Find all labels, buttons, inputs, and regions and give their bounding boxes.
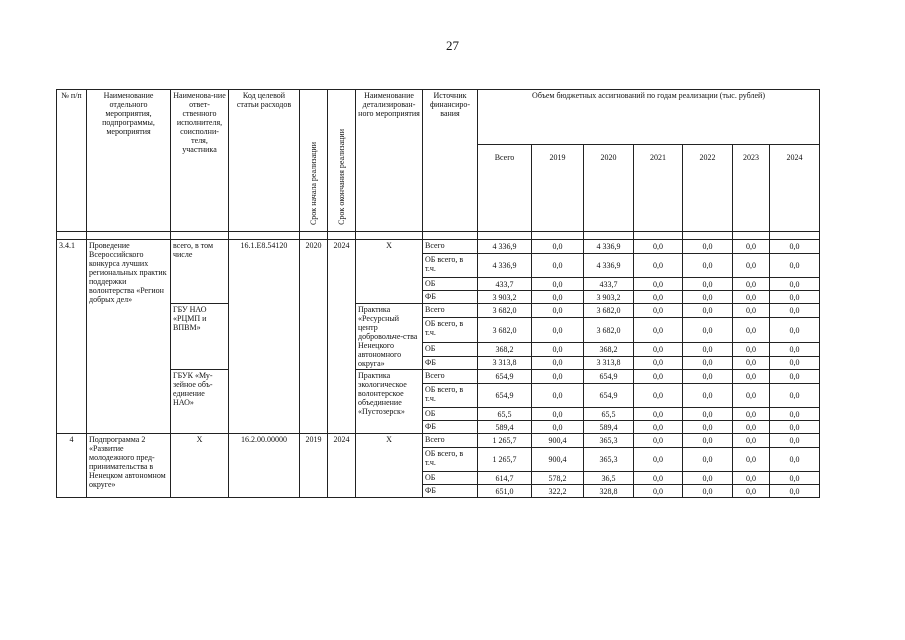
source-cell: ОБ (423, 278, 478, 291)
value-cell: 3 313,8 (478, 356, 532, 369)
executor-name: Х (171, 434, 229, 498)
table-row (57, 240, 820, 254)
value-cell: 0,0 (683, 448, 733, 472)
col-header-year: Всего (478, 145, 532, 232)
value-cell: 589,4 (478, 421, 532, 434)
table-row (57, 434, 820, 448)
value-cell: 654,9 (584, 370, 634, 384)
value-cell: 0,0 (634, 291, 683, 304)
value-cell: 651,0 (478, 485, 532, 498)
col-header-detail: Наименование детализирован-ного мероприятия (356, 90, 423, 232)
table-row (57, 304, 820, 318)
source-cell: ОБ всего, в т.ч. (423, 254, 478, 278)
value-cell: 433,7 (478, 278, 532, 291)
col-header-executor: Наименова-ние ответ-ственного исполнителя, соисполни-теля, участника (171, 90, 229, 232)
value-cell: 4 336,9 (478, 254, 532, 278)
col-header-budget: Объем бюджетных ассигнований по годам реализации (тыс. рублей) (478, 90, 820, 145)
value-cell: 3 682,0 (584, 318, 634, 343)
value-cell: 433,7 (584, 278, 634, 291)
value-cell: 0,0 (733, 485, 770, 498)
value-cell: 0,0 (634, 278, 683, 291)
detail-name: Х (356, 240, 423, 304)
page-number: 27 (446, 38, 459, 53)
source-cell: ФБ (423, 421, 478, 434)
value-cell: 0,0 (770, 384, 820, 408)
budget-code: 16.2.00.00000 (229, 434, 300, 498)
value-cell: 0,0 (770, 370, 820, 384)
value-cell: 0,0 (532, 304, 584, 318)
spacer-row (57, 232, 820, 240)
value-cell: 0,0 (683, 304, 733, 318)
value-cell: 900,4 (532, 434, 584, 448)
value-cell: 0,0 (683, 343, 733, 356)
col-header-year: 2021 (634, 145, 683, 232)
value-cell: 654,9 (584, 384, 634, 408)
value-cell: 368,2 (478, 343, 532, 356)
row-number: 4 (57, 434, 87, 498)
col-header-end-text: Срок окончания реализации (337, 129, 346, 225)
source-cell: Всего (423, 304, 478, 318)
executor-name: ГБУ НАО «РЦМП и ВПВМ» (171, 304, 229, 370)
value-cell: 0,0 (683, 434, 733, 448)
value-cell: 0,0 (634, 370, 683, 384)
value-cell: 0,0 (770, 291, 820, 304)
detail-name: Практика экологическое волонтерское объединение «Пустозерск» (356, 370, 423, 434)
col-header-year: 2022 (683, 145, 733, 232)
value-cell: 0,0 (733, 278, 770, 291)
value-cell: 0,0 (634, 434, 683, 448)
value-cell: 0,0 (770, 343, 820, 356)
detail-name: Практика «Ресурсный центр добровольче-ства Ненецкого автономного округа» (356, 304, 423, 370)
value-cell: 900,4 (532, 448, 584, 472)
col-header-code: Код целевой статьи расходов (229, 90, 300, 232)
value-cell: 0,0 (733, 408, 770, 421)
value-cell: 0,0 (733, 240, 770, 254)
col-header-source: Источник финансиро-вания (423, 90, 478, 232)
value-cell: 0,0 (733, 370, 770, 384)
value-cell: 0,0 (733, 384, 770, 408)
start-year: 2020 (300, 240, 328, 434)
value-cell: 0,0 (770, 278, 820, 291)
value-cell: 0,0 (770, 485, 820, 498)
detail-name: Х (356, 434, 423, 498)
source-cell: Всего (423, 434, 478, 448)
source-cell: ФБ (423, 485, 478, 498)
col-header-year: 2024 (770, 145, 820, 232)
value-cell: 0,0 (733, 291, 770, 304)
source-cell: ОБ всего, в т.ч. (423, 318, 478, 343)
table-body (57, 90, 820, 498)
source-cell: ОБ (423, 408, 478, 421)
value-cell: 0,0 (770, 254, 820, 278)
table-row (57, 370, 820, 384)
value-cell: 3 682,0 (584, 304, 634, 318)
source-cell: ОБ (423, 472, 478, 485)
executor-name: всего, в том числе (171, 240, 229, 304)
value-cell: 1 265,7 (478, 434, 532, 448)
col-header-start-text: Срок начала реализации (309, 141, 318, 225)
value-cell: 0,0 (634, 421, 683, 434)
value-cell: 0,0 (683, 384, 733, 408)
value-cell: 0,0 (532, 384, 584, 408)
value-cell: 4 336,9 (584, 254, 634, 278)
value-cell: 0,0 (634, 240, 683, 254)
value-cell: 0,0 (532, 370, 584, 384)
value-cell: 3 682,0 (478, 318, 532, 343)
value-cell: 0,0 (634, 318, 683, 343)
value-cell: 0,0 (770, 421, 820, 434)
header-row-1 (57, 90, 820, 145)
value-cell: 0,0 (634, 485, 683, 498)
value-cell: 0,0 (770, 356, 820, 369)
value-cell: 0,0 (683, 472, 733, 485)
value-cell: 0,0 (733, 448, 770, 472)
value-cell: 0,0 (532, 291, 584, 304)
value-cell: 3 903,2 (478, 291, 532, 304)
value-cell: 0,0 (683, 291, 733, 304)
value-cell: 0,0 (733, 254, 770, 278)
value-cell: 614,7 (478, 472, 532, 485)
value-cell: 0,0 (770, 434, 820, 448)
value-cell: 0,0 (770, 448, 820, 472)
value-cell: 578,2 (532, 472, 584, 485)
executor-name: ГБУК «Му-зейное объ-единение НАО» (171, 370, 229, 434)
value-cell: 0,0 (634, 448, 683, 472)
source-cell: ОБ всего, в т.ч. (423, 448, 478, 472)
value-cell: 1 265,7 (478, 448, 532, 472)
value-cell: 0,0 (683, 278, 733, 291)
budget-code: 16.1.Е8.54120 (229, 240, 300, 434)
value-cell: 365,3 (584, 448, 634, 472)
value-cell: 0,0 (683, 421, 733, 434)
col-header-end (328, 90, 356, 232)
value-cell: 0,0 (733, 304, 770, 318)
value-cell: 0,0 (532, 408, 584, 421)
col-header-start (300, 90, 328, 232)
value-cell: 0,0 (634, 356, 683, 369)
value-cell: 0,0 (683, 254, 733, 278)
value-cell: 0,0 (634, 472, 683, 485)
value-cell: 0,0 (683, 356, 733, 369)
value-cell: 322,2 (532, 485, 584, 498)
source-cell: ОБ всего, в т.ч. (423, 384, 478, 408)
event-name: Проведение Всероссийского конкурса лучших региональных практик поддержки волонтерства «Регион добрых дел» (87, 240, 171, 434)
value-cell: 0,0 (770, 472, 820, 485)
value-cell: 0,0 (532, 421, 584, 434)
value-cell: 0,0 (532, 254, 584, 278)
value-cell: 0,0 (683, 370, 733, 384)
source-cell: ФБ (423, 356, 478, 369)
value-cell: 4 336,9 (478, 240, 532, 254)
value-cell: 3 903,2 (584, 291, 634, 304)
value-cell: 0,0 (733, 421, 770, 434)
value-cell: 0,0 (634, 384, 683, 408)
value-cell: 0,0 (683, 485, 733, 498)
value-cell: 654,9 (478, 384, 532, 408)
value-cell: 3 682,0 (478, 304, 532, 318)
value-cell: 65,5 (584, 408, 634, 421)
value-cell: 0,0 (634, 254, 683, 278)
budget-table (56, 89, 820, 498)
value-cell: 0,0 (770, 318, 820, 343)
value-cell: 0,0 (532, 343, 584, 356)
start-year: 2019 (300, 434, 328, 498)
col-header-event: Наименование отдельного мероприятия, подпрограммы, мероприятия (87, 90, 171, 232)
value-cell: 654,9 (478, 370, 532, 384)
col-header-year: 2020 (584, 145, 634, 232)
value-cell: 65,5 (478, 408, 532, 421)
value-cell: 328,8 (584, 485, 634, 498)
value-cell: 0,0 (634, 304, 683, 318)
col-header-num: № п/п (57, 90, 87, 232)
value-cell: 36,5 (584, 472, 634, 485)
value-cell: 0,0 (532, 278, 584, 291)
end-year: 2024 (328, 434, 356, 498)
value-cell: 0,0 (532, 240, 584, 254)
value-cell: 0,0 (733, 318, 770, 343)
value-cell: 0,0 (532, 356, 584, 369)
end-year: 2024 (328, 240, 356, 434)
value-cell: 0,0 (733, 472, 770, 485)
value-cell: 0,0 (733, 356, 770, 369)
value-cell: 368,2 (584, 343, 634, 356)
value-cell: 0,0 (683, 408, 733, 421)
value-cell: 0,0 (532, 318, 584, 343)
value-cell: 4 336,9 (584, 240, 634, 254)
value-cell: 589,4 (584, 421, 634, 434)
value-cell: 0,0 (770, 240, 820, 254)
value-cell: 0,0 (770, 304, 820, 318)
value-cell: 3 313,8 (584, 356, 634, 369)
value-cell: 0,0 (683, 318, 733, 343)
source-cell: Всего (423, 240, 478, 254)
row-number: 3.4.1 (57, 240, 87, 434)
value-cell: 0,0 (683, 240, 733, 254)
event-name: Подпрограмма 2 «Развитие молодежного пред-принимательства в Ненецком автономном округе» (87, 434, 171, 498)
value-cell: 0,0 (733, 343, 770, 356)
col-header-year: 2019 (532, 145, 584, 232)
source-cell: ФБ (423, 291, 478, 304)
value-cell: 0,0 (634, 343, 683, 356)
value-cell: 0,0 (634, 408, 683, 421)
source-cell: Всего (423, 370, 478, 384)
value-cell: 365,3 (584, 434, 634, 448)
value-cell: 0,0 (733, 434, 770, 448)
col-header-year: 2023 (733, 145, 770, 232)
value-cell: 0,0 (770, 408, 820, 421)
source-cell: ОБ (423, 343, 478, 356)
